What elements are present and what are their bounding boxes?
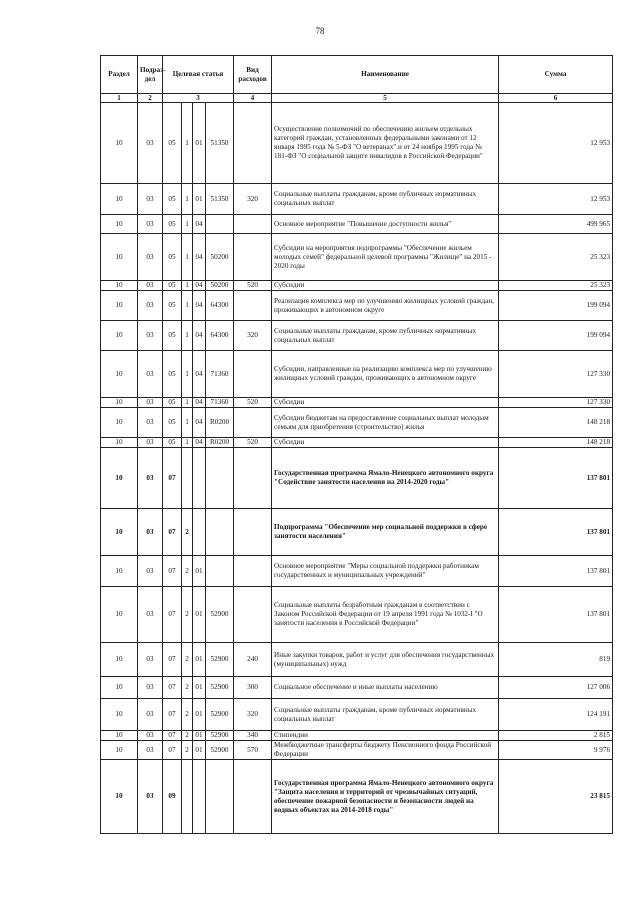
program-code-cell: 05	[163, 408, 182, 438]
podrazdel-cell: 03	[138, 699, 163, 731]
podrazdel-cell: 03	[138, 321, 163, 351]
table-row	[101, 556, 613, 587]
table-body	[101, 103, 613, 834]
event-code-cell: 04	[193, 234, 206, 281]
expense-type-cell	[234, 408, 272, 438]
direction-code-cell	[206, 760, 234, 834]
program-code-cell: 05	[163, 291, 182, 321]
subprogram-code-cell: 2	[182, 587, 193, 643]
event-code-cell	[193, 760, 206, 834]
subprogram-code-cell	[182, 760, 193, 834]
name-cell: Субсидии	[272, 438, 499, 448]
header-razdel: Раздел	[101, 56, 138, 94]
program-code-cell: 05	[163, 281, 182, 291]
event-code-cell: 01	[193, 103, 206, 184]
name-cell: Реализация комплекса мер по улучшению жилищных условий граждан, проживающих в автономном округе	[272, 291, 499, 321]
event-code-cell: 04	[193, 398, 206, 408]
expense-type-cell: 300	[234, 677, 272, 699]
program-code-cell: 05	[163, 351, 182, 398]
budget-table	[100, 55, 613, 834]
razdel-cell: 10	[101, 103, 138, 184]
header-vid-raskhodov: Вид расходов	[234, 56, 272, 94]
razdel-cell: 10	[101, 184, 138, 215]
name-cell: Субсидии	[272, 398, 499, 408]
podrazdel-cell: 03	[138, 677, 163, 699]
name-cell: Субсидии	[272, 281, 499, 291]
sum-cell: 819	[499, 643, 613, 677]
subprogram-code-cell: 1	[182, 438, 193, 448]
table-row	[101, 291, 613, 321]
event-code-cell: 04	[193, 291, 206, 321]
program-code-cell: 05	[163, 234, 182, 281]
razdel-cell: 10	[101, 448, 138, 509]
event-code-cell: 01	[193, 643, 206, 677]
table-row	[101, 351, 613, 398]
subprogram-code-cell: 2	[182, 677, 193, 699]
name-cell: Социальные выплаты безработным гражданам в соответствии с Законом Российской Федерации от 19 апреля 1991 года № 1032-I "О занятости населения в Российской Федерации"	[272, 587, 499, 643]
program-code-cell: 05	[163, 398, 182, 408]
subprogram-code-cell: 2	[182, 556, 193, 587]
col-number-5: 5	[272, 94, 499, 103]
podrazdel-cell: 03	[138, 184, 163, 215]
expense-type-cell	[234, 760, 272, 834]
program-code-cell: 07	[163, 587, 182, 643]
name-cell: Социальные выплаты гражданам, кроме публичных нормативных социальных выплат	[272, 321, 499, 351]
razdel-cell: 10	[101, 398, 138, 408]
podrazdel-cell: 03	[138, 448, 163, 509]
direction-code-cell	[206, 509, 234, 556]
sum-cell: 137 801	[499, 509, 613, 556]
program-code-cell: 05	[163, 438, 182, 448]
razdel-cell: 10	[101, 215, 138, 234]
sum-cell: 127 330	[499, 351, 613, 398]
table-row	[101, 234, 613, 281]
name-cell: Социальные выплаты гражданам, кроме публичных нормативных социальных выплат	[272, 184, 499, 215]
table-row	[101, 643, 613, 677]
razdel-cell: 10	[101, 677, 138, 699]
podrazdel-cell: 03	[138, 509, 163, 556]
event-code-cell	[193, 509, 206, 556]
subprogram-code-cell	[182, 448, 193, 509]
direction-code-cell: 64300	[206, 291, 234, 321]
sum-cell: 9 976	[499, 741, 613, 760]
direction-code-cell: 52900	[206, 731, 234, 741]
razdel-cell: 10	[101, 351, 138, 398]
event-code-cell: 04	[193, 281, 206, 291]
podrazdel-cell: 03	[138, 731, 163, 741]
table-row	[101, 438, 613, 448]
header-celevaya-statya: Целевая статья	[163, 56, 234, 94]
razdel-cell: 10	[101, 291, 138, 321]
podrazdel-cell: 03	[138, 587, 163, 643]
event-code-cell	[193, 448, 206, 509]
name-cell: Осуществление полномочий по обеспечению жильем отдельных категорий граждан, установленных федеральными законами от 12 января 1995 года № 5-ФЗ "О ветеранах" и от 24 ноября 1995 года № 181-ФЗ "О социальной защите инвалидов в Российской Федерации"	[272, 103, 499, 184]
sum-cell: 25 323	[499, 234, 613, 281]
direction-code-cell	[206, 448, 234, 509]
podrazdel-cell: 03	[138, 643, 163, 677]
sum-cell: 148 218	[499, 438, 613, 448]
name-cell: Основное мероприятие "Повышение доступности жилья"	[272, 215, 499, 234]
event-code-cell: 04	[193, 215, 206, 234]
expense-type-cell	[234, 587, 272, 643]
subprogram-code-cell: 2	[182, 731, 193, 741]
direction-code-cell: R0200	[206, 438, 234, 448]
name-cell: Государственная программа Ямало-Ненецкого автономного округа "Содействие занятости населения на 2014-2020 годы"	[272, 448, 499, 509]
subprogram-code-cell: 2	[182, 509, 193, 556]
table-row	[101, 408, 613, 438]
subprogram-code-cell: 1	[182, 408, 193, 438]
table-row	[101, 760, 613, 834]
sum-cell: 124 191	[499, 699, 613, 731]
sum-cell: 23 815	[499, 760, 613, 834]
sum-cell: 25 323	[499, 281, 613, 291]
table-row	[101, 509, 613, 556]
subprogram-code-cell: 1	[182, 215, 193, 234]
table-row	[101, 215, 613, 234]
razdel-cell: 10	[101, 509, 138, 556]
table-row	[101, 184, 613, 215]
sum-cell: 199 094	[499, 291, 613, 321]
col-number-6: 6	[499, 94, 613, 103]
podrazdel-cell: 03	[138, 398, 163, 408]
razdel-cell: 10	[101, 438, 138, 448]
razdel-cell: 10	[101, 760, 138, 834]
podrazdel-cell: 03	[138, 741, 163, 760]
podrazdel-cell: 03	[138, 556, 163, 587]
event-code-cell: 01	[193, 184, 206, 215]
name-cell: Государственная программа Ямало-Ненецкого автономного округа "Защита населения и территорий от чрезвычайных ситуаций, обеспечение пожарной безопасности и безопасности людей на водных объектах на 2014-2018 годы"	[272, 760, 499, 834]
podrazdel-cell: 03	[138, 760, 163, 834]
header-summa: Сумма	[499, 56, 613, 94]
sum-cell: 127 006	[499, 677, 613, 699]
subprogram-code-cell: 2	[182, 643, 193, 677]
razdel-cell: 10	[101, 408, 138, 438]
col-number-3: 3	[163, 94, 234, 103]
direction-code-cell: 64300	[206, 321, 234, 351]
event-code-cell: 01	[193, 731, 206, 741]
program-code-cell: 07	[163, 677, 182, 699]
sum-cell: 499 965	[499, 215, 613, 234]
table-row	[101, 699, 613, 731]
header-naimenovanie: Наименование	[272, 56, 499, 94]
razdel-cell: 10	[101, 643, 138, 677]
razdel-cell: 10	[101, 281, 138, 291]
event-code-cell: 01	[193, 556, 206, 587]
name-cell: Подпрограмма "Обеспечение мер социальной поддержки в сфере занятости населения"	[272, 509, 499, 556]
direction-code-cell: 52900	[206, 677, 234, 699]
name-cell: Иные закупки товаров, работ и услуг для обеспечения государственных (муниципальных) нужд	[272, 643, 499, 677]
expense-type-cell: 320	[234, 699, 272, 731]
direction-code-cell: 71360	[206, 351, 234, 398]
podrazdel-cell: 03	[138, 408, 163, 438]
event-code-cell: 01	[193, 677, 206, 699]
event-code-cell: 04	[193, 438, 206, 448]
direction-code-cell: 51350	[206, 184, 234, 215]
expense-type-cell: 320	[234, 184, 272, 215]
page-number: 78	[315, 26, 325, 36]
direction-code-cell: 52900	[206, 741, 234, 760]
direction-code-cell: 71360	[206, 398, 234, 408]
expense-type-cell	[234, 234, 272, 281]
table-row	[101, 103, 613, 184]
name-cell: Субсидии, направленные на реализацию комплекса мер по улучшению жилищных условий граждан, проживающих в автономном округе	[272, 351, 499, 398]
razdel-cell: 10	[101, 321, 138, 351]
sum-cell: 2 815	[499, 731, 613, 741]
col-number-4: 4	[234, 94, 272, 103]
podrazdel-cell: 03	[138, 215, 163, 234]
col-number-1: 1	[101, 94, 138, 103]
table-row	[101, 587, 613, 643]
subprogram-code-cell: 1	[182, 291, 193, 321]
sum-cell: 12 953	[499, 103, 613, 184]
event-code-cell: 04	[193, 351, 206, 398]
expense-type-cell	[234, 215, 272, 234]
subprogram-code-cell: 2	[182, 741, 193, 760]
direction-code-cell: 52900	[206, 699, 234, 731]
direction-code-cell: 52900	[206, 643, 234, 677]
podrazdel-cell: 03	[138, 351, 163, 398]
event-code-cell: 01	[193, 741, 206, 760]
podrazdel-cell: 03	[138, 438, 163, 448]
program-code-cell: 07	[163, 699, 182, 731]
razdel-cell: 10	[101, 699, 138, 731]
subprogram-code-cell: 1	[182, 398, 193, 408]
podrazdel-cell: 03	[138, 291, 163, 321]
table-row	[101, 321, 613, 351]
expense-type-cell: 340	[234, 731, 272, 741]
direction-code-cell: 51350	[206, 103, 234, 184]
expense-type-cell	[234, 291, 272, 321]
sum-cell: 137 801	[499, 587, 613, 643]
expense-type-cell: 320	[234, 321, 272, 351]
subprogram-code-cell: 1	[182, 281, 193, 291]
subprogram-code-cell: 2	[182, 699, 193, 731]
name-cell: Стипендии	[272, 731, 499, 741]
expense-type-cell: 520	[234, 281, 272, 291]
program-code-cell: 09	[163, 760, 182, 834]
program-code-cell: 07	[163, 643, 182, 677]
expense-type-cell	[234, 351, 272, 398]
program-code-cell: 07	[163, 556, 182, 587]
header-podrazdel: Подраз-дел	[138, 56, 163, 94]
direction-code-cell: 50200	[206, 234, 234, 281]
podrazdel-cell: 03	[138, 281, 163, 291]
table-header	[101, 56, 613, 103]
program-code-cell: 07	[163, 731, 182, 741]
program-code-cell: 07	[163, 509, 182, 556]
event-code-cell: 04	[193, 321, 206, 351]
expense-type-cell: 520	[234, 438, 272, 448]
razdel-cell: 10	[101, 731, 138, 741]
event-code-cell: 04	[193, 408, 206, 438]
razdel-cell: 10	[101, 556, 138, 587]
razdel-cell: 10	[101, 741, 138, 760]
razdel-cell: 10	[101, 587, 138, 643]
program-code-cell: 05	[163, 103, 182, 184]
table-row	[101, 731, 613, 741]
program-code-cell: 05	[163, 184, 182, 215]
name-cell: Социальные выплаты гражданам, кроме публичных нормативных социальных выплат	[272, 699, 499, 731]
expense-type-cell	[234, 556, 272, 587]
name-cell: Субсидии на мероприятия подпрограммы "Обеспечение жильем молодых семей" федеральной целевой программы "Жилище" на 2015 - 2020 годы	[272, 234, 499, 281]
table-row	[101, 677, 613, 699]
podrazdel-cell: 03	[138, 234, 163, 281]
col-number-2: 2	[138, 94, 163, 103]
expense-type-cell	[234, 448, 272, 509]
subprogram-code-cell: 1	[182, 184, 193, 215]
event-code-cell: 01	[193, 699, 206, 731]
razdel-cell: 10	[101, 234, 138, 281]
direction-code-cell: 52900	[206, 587, 234, 643]
subprogram-code-cell: 1	[182, 103, 193, 184]
table-row	[101, 281, 613, 291]
expense-type-cell	[234, 103, 272, 184]
table-row	[101, 741, 613, 760]
program-code-cell: 05	[163, 215, 182, 234]
expense-type-cell	[234, 509, 272, 556]
table-row	[101, 448, 613, 509]
sum-cell: 148 218	[499, 408, 613, 438]
subprogram-code-cell: 1	[182, 234, 193, 281]
podrazdel-cell: 03	[138, 103, 163, 184]
name-cell: Субсидии бюджетам на предоставление социальных выплат молодым семьям для приобретения (строительство) жилья	[272, 408, 499, 438]
sum-cell: 12 953	[499, 184, 613, 215]
table-row	[101, 398, 613, 408]
direction-code-cell	[206, 556, 234, 587]
program-code-cell: 07	[163, 448, 182, 509]
name-cell: Социальное обеспечение и иные выплаты населению	[272, 677, 499, 699]
sum-cell: 127 330	[499, 398, 613, 408]
sum-cell: 137 801	[499, 448, 613, 509]
program-code-cell: 05	[163, 321, 182, 351]
expense-type-cell: 240	[234, 643, 272, 677]
name-cell: Основное мероприятие "Меры социальной поддержки работникам государственных и муниципальных учреждений"	[272, 556, 499, 587]
subprogram-code-cell: 1	[182, 351, 193, 398]
direction-code-cell: 50200	[206, 281, 234, 291]
program-code-cell: 07	[163, 741, 182, 760]
expense-type-cell: 570	[234, 741, 272, 760]
sum-cell: 199 094	[499, 321, 613, 351]
direction-code-cell	[206, 215, 234, 234]
sum-cell: 137 801	[499, 556, 613, 587]
direction-code-cell: R0200	[206, 408, 234, 438]
name-cell: Межбюджетные трансферты бюджету Пенсионного фонда Российской Федерации	[272, 741, 499, 760]
expense-type-cell: 520	[234, 398, 272, 408]
subprogram-code-cell: 1	[182, 321, 193, 351]
event-code-cell: 01	[193, 587, 206, 643]
